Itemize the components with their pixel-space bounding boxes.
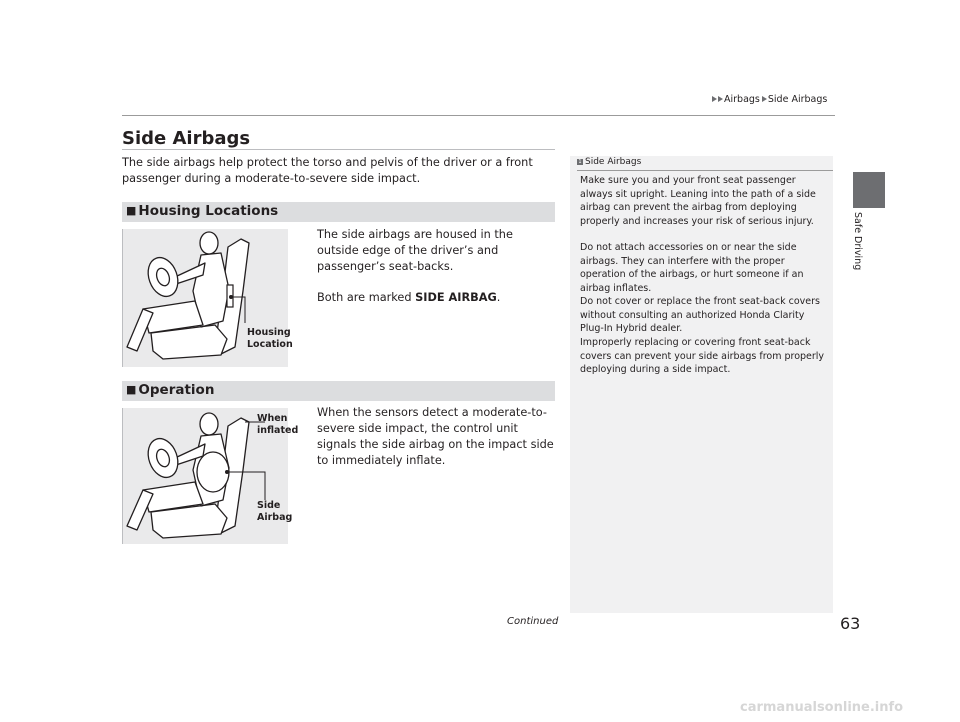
housing-description: The side airbags are housed in the outside edge of the driver’s and passenger’s seat-backs. bbox=[317, 228, 513, 273]
arrow-icon bbox=[718, 96, 723, 102]
side-note-paragraph-3: Do not cover or replace the front seat-back covers without consulting an authorized Honda Clarity Plug-In Hybrid dealer. bbox=[580, 296, 820, 334]
side-note-rule bbox=[577, 170, 833, 171]
housing-marking-note: Both are marked SIDE AIRBAG. bbox=[317, 291, 501, 304]
section-tab-marker bbox=[853, 172, 885, 208]
section-tab-label: Safe Driving bbox=[852, 212, 863, 271]
side-note-paragraph-2: Do not attach accessories on or near the side airbags. They can interfere with the proper operation of the airbags, or hurt someone if an airbag inflates. bbox=[580, 242, 804, 294]
breadcrumb-item-airbags[interactable]: Airbags bbox=[724, 94, 760, 105]
page-number: 63 bbox=[840, 614, 861, 633]
section-heading-operation: ■ Operation bbox=[126, 382, 215, 398]
side-note-paragraph-4: Improperly replacing or covering front seat-back covers can prevent your side airbags from properly deploying during a side impact. bbox=[580, 337, 825, 375]
housing-location-label: Housing Location bbox=[247, 327, 293, 350]
header-rule bbox=[122, 115, 835, 116]
page-title: Side Airbags bbox=[122, 128, 251, 149]
arrow-icon bbox=[712, 96, 717, 102]
watermark: carmanualsonline.info bbox=[740, 700, 904, 715]
operation-description: When the sensors detect a moderate-to-severe side impact, the control unit signals the side airbag on the impact side to immediately inflate. bbox=[317, 406, 554, 467]
breadcrumb-item-side-airbags[interactable]: Side Airbags bbox=[767, 94, 828, 105]
section-heading-housing: ■ Housing Locations bbox=[126, 203, 279, 219]
title-rule bbox=[122, 149, 555, 150]
intro-paragraph: The side airbags help protect the torso and pelvis of the driver or a front passenger during a moderate-to-severe side impact. bbox=[122, 156, 533, 185]
note-number-badge: 1 bbox=[578, 159, 582, 165]
square-bullet-icon: ■ bbox=[126, 383, 137, 396]
side-note-heading: 1 Side Airbags bbox=[578, 157, 642, 167]
square-bullet-icon: ■ bbox=[126, 204, 137, 217]
breadcrumb bbox=[712, 94, 827, 105]
side-note-paragraph-1: Make sure you and your front seat passenger always sit upright. Leaning into the path of a side airbag can prevent the airbag from deploying properly and increases your risk of serious injury. bbox=[580, 175, 816, 227]
when-inflated-label: When inflated bbox=[257, 413, 299, 436]
arrow-icon bbox=[762, 96, 767, 102]
side-airbag-label: Side Airbag bbox=[257, 500, 293, 523]
housing-location-illustration bbox=[122, 229, 304, 367]
continued-label: Continued bbox=[507, 616, 559, 627]
operation-illustration bbox=[122, 408, 304, 544]
